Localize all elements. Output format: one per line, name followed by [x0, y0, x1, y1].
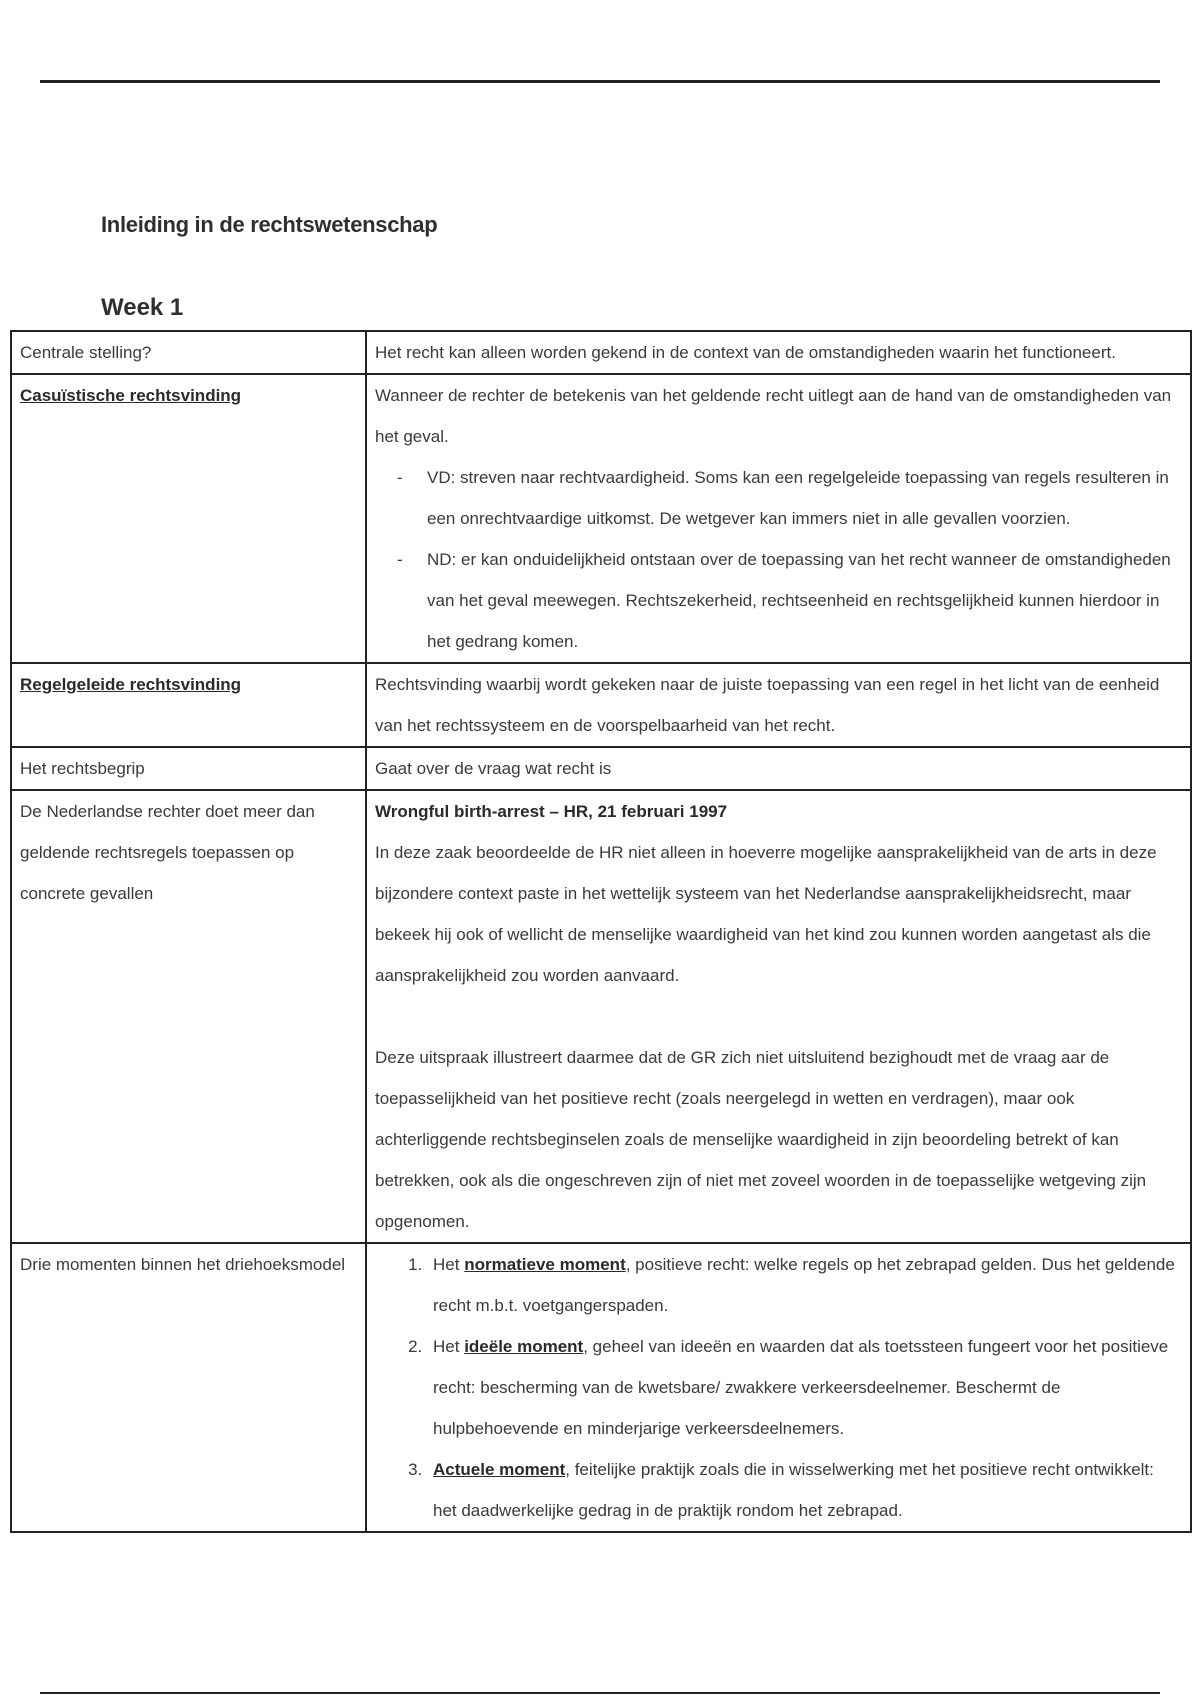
case-paragraph: Deze uitspraak illustreert daarmee dat de GR zich niet uitsluitend bezighoudt met de vraag aar de toepasselijkheid van het positieve recht (zoals neergelegd in wetten en verdragen), maar ook achterliggende rechtsbeginselen zoals de menselijke waardigheid in zijn beoordeling betrekt of kan betrekken, ook als die ongeschreven zijn of niet met zoveel woorden in de toepasselijke wetgeving zijn opgenomen.	[375, 1048, 1147, 1231]
term-cell: Het rechtsbegrip	[11, 747, 366, 790]
case-paragraph: In deze zaak beoordeelde de HR niet alleen in hoeverre mogelijke aansprakelijkheid van de arts in deze bijzondere context paste in het wettelijk systeem van het Nederlandse aansprakelijkheidsrecht, maar bekeek hij ook of wellicht de menselijke waardigheid van het kind zou kunnen worden aangetast als die aansprakelijkheid zou worden aanvaard.	[375, 843, 1157, 985]
item-prefix: Het	[433, 1337, 465, 1356]
definition-text: Wanneer de rechter de betekenis van het geldende recht uitlegt aan de hand van de omstandigheden van het geval.	[375, 386, 1172, 446]
table-row	[11, 374, 1191, 663]
term-label: Regelgeleide rechtsvinding	[20, 675, 242, 694]
table-row	[11, 331, 1191, 374]
list-item: - VD: streven naar rechtvaardigheid. Soms kan een regelgeleide toepassing van regels resulteren in een onrechtvaardige uitkomst. De wetgever kan immers niet in alle gevallen voorzien.	[427, 457, 1182, 539]
document-title: Inleiding in de rechtswetenschap	[101, 212, 438, 237]
term-cell: De Nederlandse rechter doet meer dan geldende rechtsregels toepassen op concrete gevallen	[11, 790, 366, 1243]
term-cell: Centrale stelling?	[11, 331, 366, 374]
table-row	[11, 1243, 1191, 1532]
paragraph-spacer	[375, 996, 1182, 1037]
definition-cell	[366, 374, 1191, 663]
table-row	[11, 747, 1191, 790]
top-rule	[40, 80, 1160, 83]
term-cell: Drie momenten binnen het driehoeksmodel	[11, 1243, 366, 1532]
definition-cell	[366, 790, 1191, 1243]
definition-cell: Het recht kan alleen worden gekend in de context van de omstandigheden waarin het functioneert.	[366, 331, 1191, 374]
term-label: Casuïstische rechtsvinding	[20, 386, 242, 405]
definition-cell: Gaat over de vraag wat recht is	[366, 747, 1191, 790]
item-key-term: Actuele moment	[433, 1460, 566, 1479]
item-key-term: ideële moment	[464, 1337, 584, 1356]
week-heading: Week 1	[101, 294, 184, 321]
list-item	[427, 1449, 1182, 1531]
term-cell	[11, 374, 366, 663]
case-heading: Wrongful birth-arrest – HR, 21 februari 1997	[375, 802, 728, 821]
term-cell	[11, 663, 366, 747]
moments-list	[375, 1244, 1182, 1531]
list-item	[427, 1244, 1182, 1326]
definition-cell: Rechtsvinding waarbij wordt gekeken naar de juiste toepassing van een regel in het licht van de eenheid van het rechtssysteem en de voorspelbaarheid van het recht.	[366, 663, 1191, 747]
item-text: , geheel van ideeën en waarden dat als toetssteen fungeert voor het positieve recht: bescherming van de kwetsbare/ zwakkere verkeersdeelnemer. Beschermt de hulpbehoevende en minderjarige verkeersdeelnemers.	[433, 1337, 1169, 1438]
list-item	[427, 1326, 1182, 1449]
item-key-term: normatieve moment	[464, 1255, 626, 1274]
definition-cell	[366, 1243, 1191, 1532]
item-text: , positieve recht: welke regels op het zebrapad gelden. Dus het geldende recht m.b.t. voetgangerspaden.	[433, 1255, 1175, 1315]
bottom-rule	[40, 1692, 1160, 1694]
pros-cons-list	[375, 457, 1182, 662]
notes-table	[10, 330, 1192, 1533]
table-row	[11, 790, 1191, 1243]
list-item: - ND: er kan onduidelijkheid ontstaan over de toepassing van het recht wanneer de omstandigheden van het geval meewegen. Rechtszekerheid, rechtseenheid en rechtsgelijkheid kunnen hierdoor in het gedrang komen.	[427, 539, 1182, 662]
item-prefix: Het	[433, 1255, 465, 1274]
item-text: , feitelijke praktijk zoals die in wisselwerking met het positieve recht ontwikkelt: het daadwerkelijke gedrag in de praktijk rondom het zebrapad.	[433, 1460, 1154, 1520]
table-row	[11, 663, 1191, 747]
